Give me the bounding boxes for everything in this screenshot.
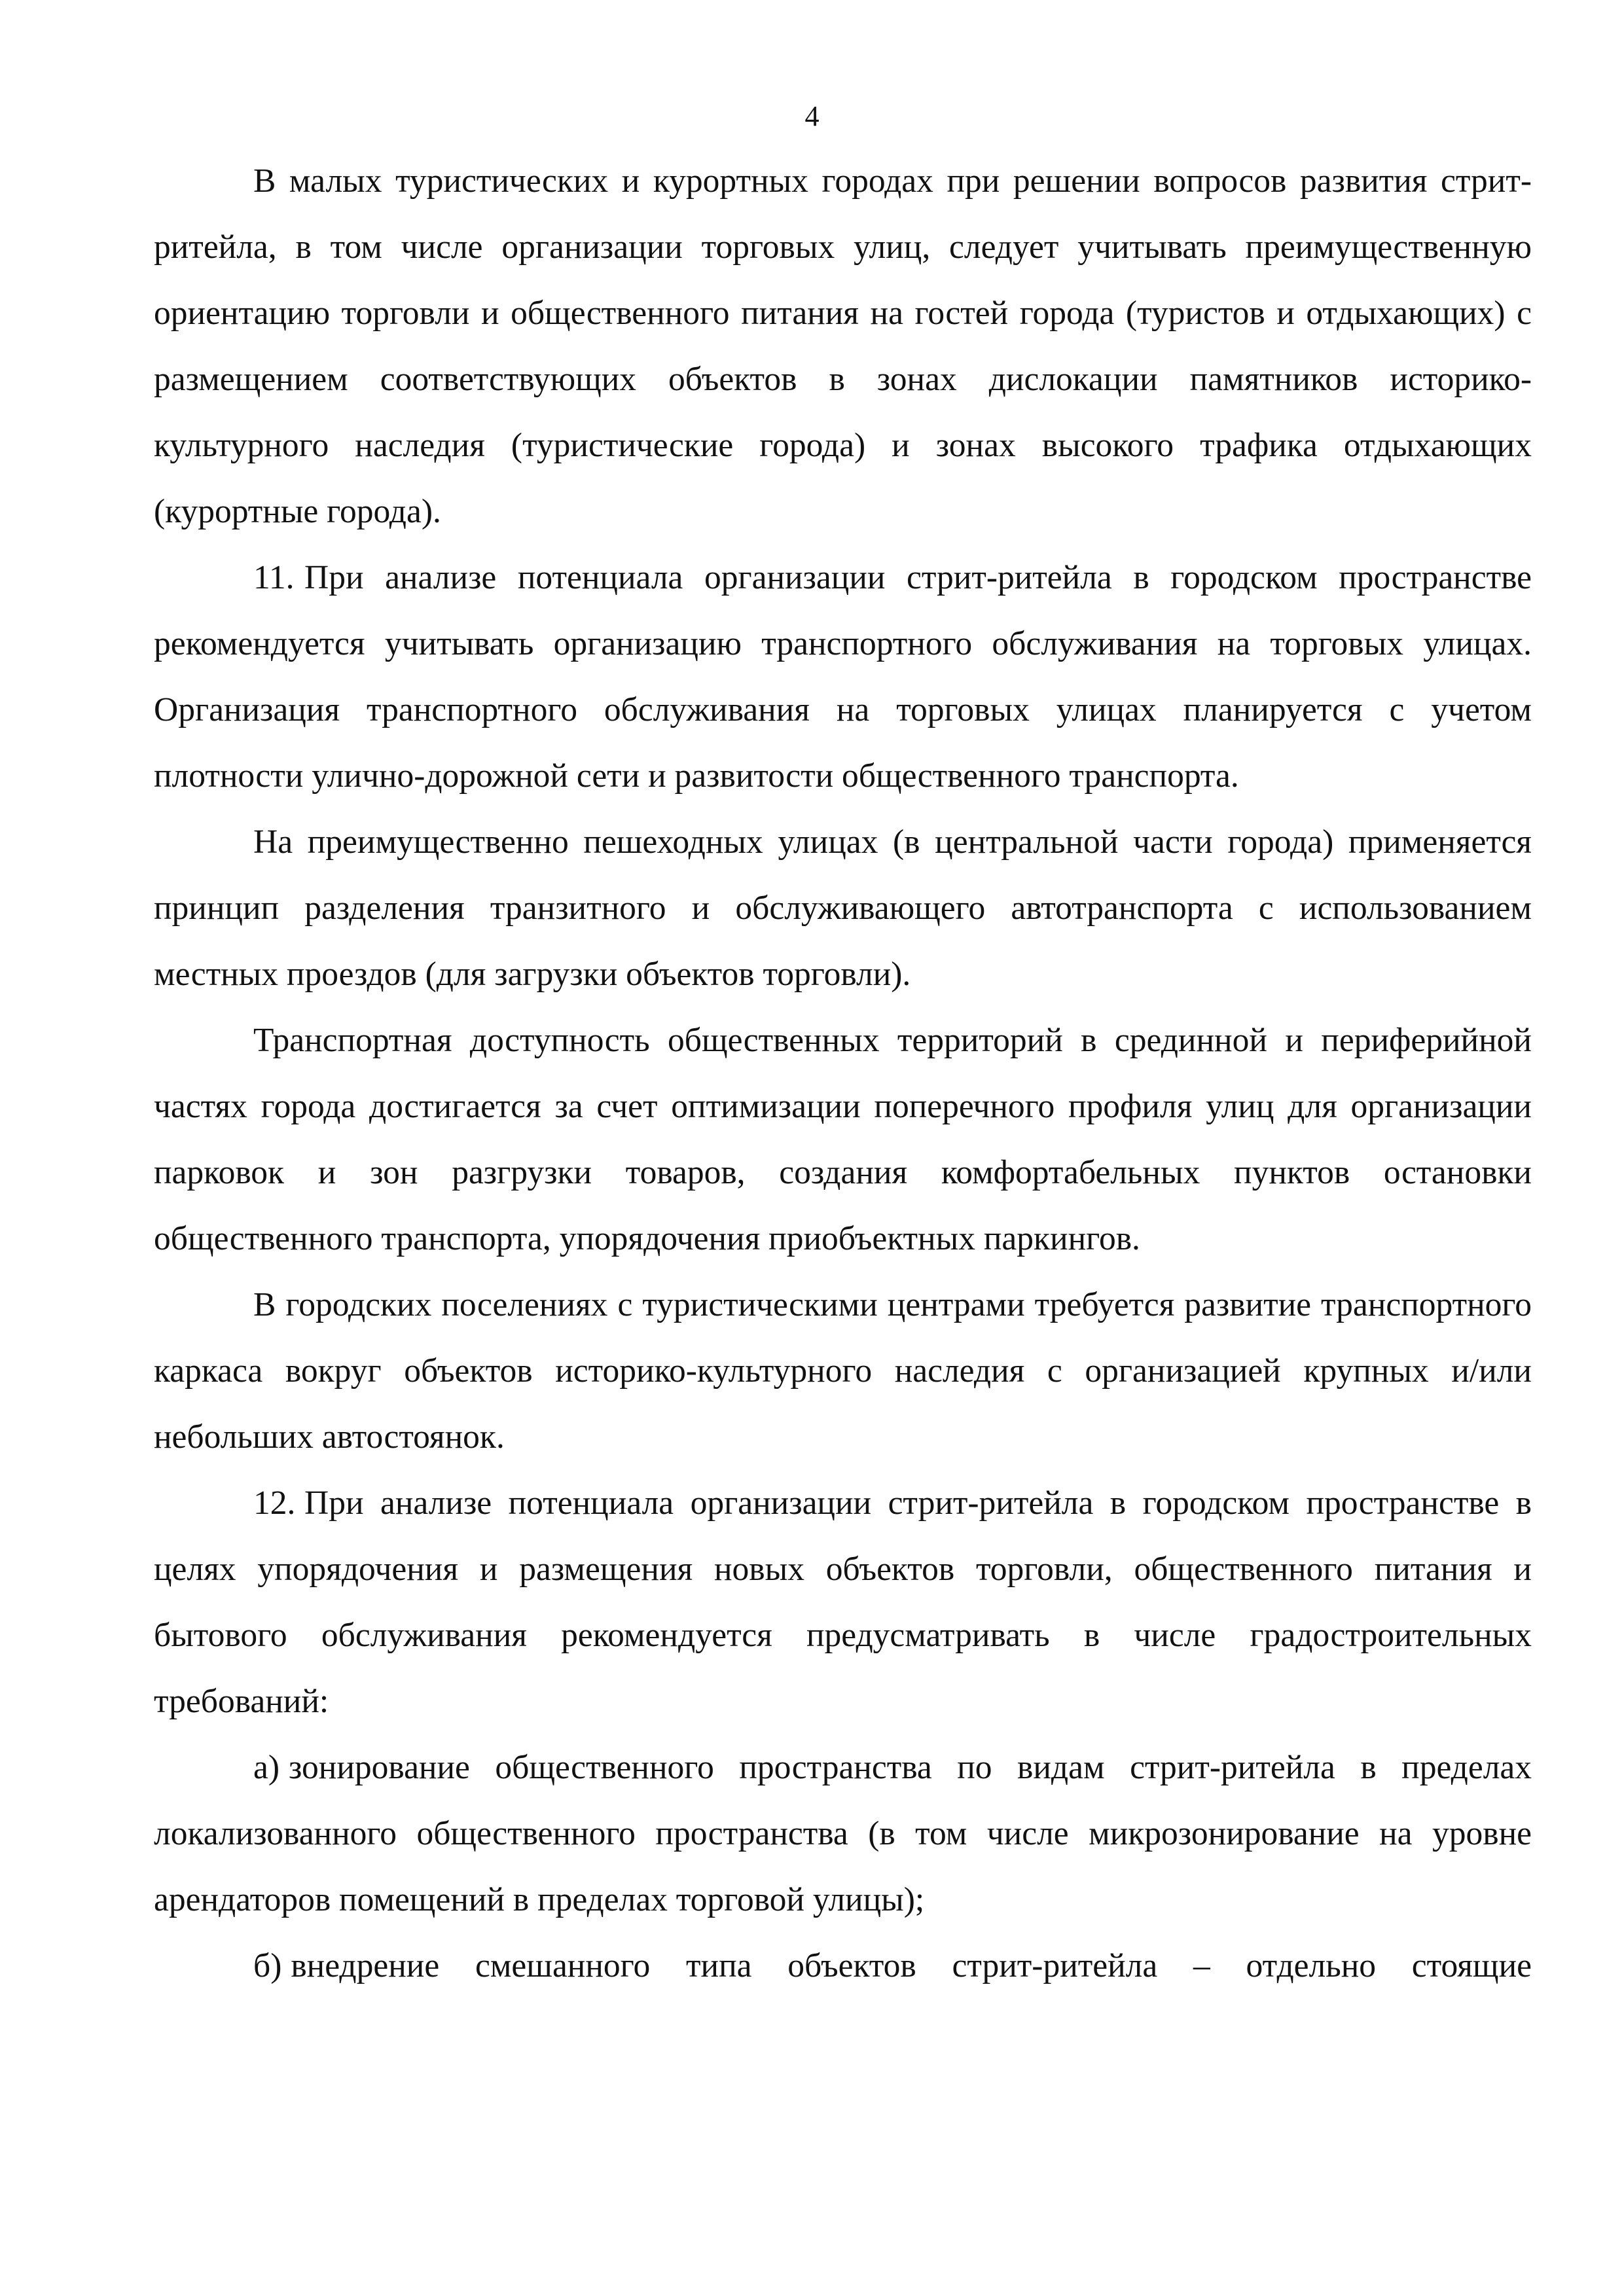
document-body xyxy=(154,148,1532,1999)
page-number: 4 xyxy=(804,100,820,132)
paragraph-resort-towns xyxy=(154,148,1532,545)
paragraph-subitem-a xyxy=(154,1734,1532,1933)
paragraph-text: В городских поселениях с туристическими центрами требуется развитие транспортного каркаса вокруг объектов историко-культурного наследия с организацией крупных и/или небольших автостоянок. xyxy=(154,1286,1532,1456)
paragraph-text: внедрение смешанного типа объектов стрит-ритейла – отдельно стоящие xyxy=(291,1947,1532,1984)
paragraph-text: При анализе потенциала организации стрит-ритейла в городском пространстве в целях упорядочения и размещения новых объектов торговли, общественного питания и бытового обслуживания рекомендуется предусматривать в числе градостроительных требований: xyxy=(154,1484,1532,1720)
paragraph-text: При анализе потенциала организации стрит-ритейла в городском пространстве рекомендуется учитывать организацию транспортного обслуживания на торговых улицах. Организация транспортного обслуживания на торговых улицах планируется с учетом плотности улично-дорожной сети и развитости общественного транспорта. xyxy=(154,559,1532,795)
paragraph-pedestrian-streets xyxy=(154,809,1532,1007)
paragraph-subitem-b xyxy=(154,1933,1532,1999)
subitem-letter: б) xyxy=(253,1947,282,1984)
paragraph-transport-access xyxy=(154,1007,1532,1272)
paragraph-text: Транспортная доступность общественных территорий в срединной и периферийной частях города достигается за счет оптимизации поперечного профиля улиц для организации парковок и зон разгрузки товаров, создания комфортабельных пунктов остановки общественного транспорта, упорядочения приобъектных паркингов. xyxy=(154,1022,1532,1257)
paragraph-text: В малых туристических и курортных городах при решении вопросов развития стрит-ритейла, в том числе организации торговых улиц, следует учитывать преимущественную ориентацию торговли и общественного питания на гостей города (туристов и отдыхающих) с размещением соответствующих объектов в зонах дислокации памятников историко-культурного наследия (туристические города) и зонах высокого трафика отдыхающих (курортные города). xyxy=(154,162,1532,530)
item-number: 12. xyxy=(253,1484,296,1522)
item-number: 11. xyxy=(253,559,295,596)
paragraph-text: На преимущественно пешеходных улицах (в центральной части города) применяется принцип разделения транзитного и обслуживающего автотранспорта с использованием местных проездов (для загрузки объектов торговли). xyxy=(154,823,1532,993)
paragraph-item-11 xyxy=(154,545,1532,809)
paragraph-text: зонирование общественного пространства по видам стрит-ритейла в пределах локализованного общественного пространства (в том числе микрозонирование на уровне арендаторов помещений в пределах торговой улицы); xyxy=(154,1749,1532,1918)
subitem-letter: а) xyxy=(253,1749,280,1786)
paragraph-item-12 xyxy=(154,1470,1532,1734)
paragraph-tourist-centers xyxy=(154,1272,1532,1470)
